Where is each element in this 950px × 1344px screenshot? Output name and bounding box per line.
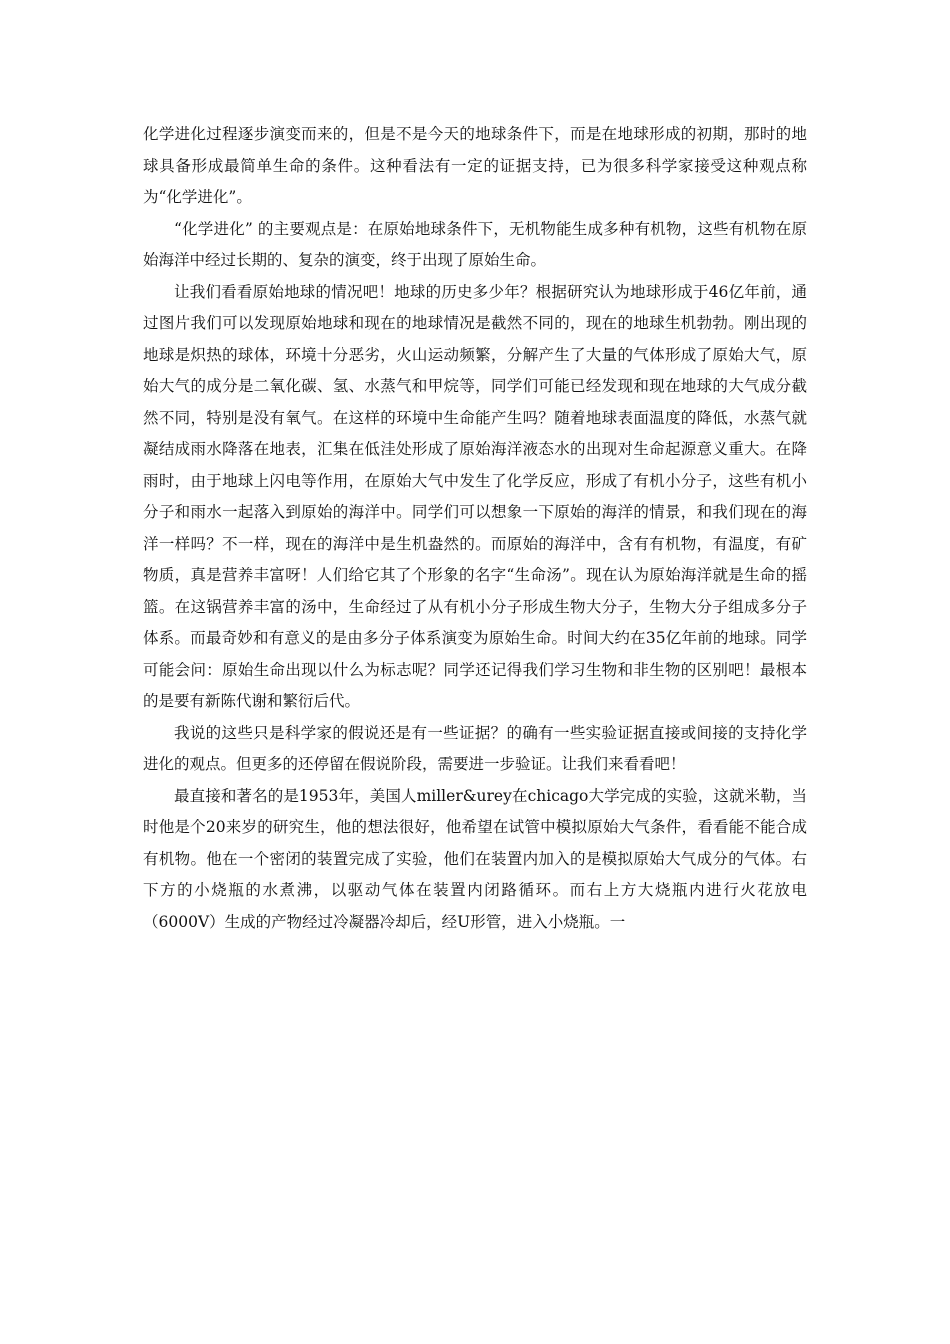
- paragraph-primitive-earth: 让我们看看原始地球的情况吧！地球的历史多少年？根据研究认为地球形成于46亿年前，通过图片我们可以发现原始地球和现在的地球情况是截然不同的，现在的地球生机勃勃。刚出现的地球是炽热的球体，环境十分恶劣，火山运动频繁，分解产生了大量的气体形成了原始大气，原始大气的成分是二氧化碳、氢、水蒸气和甲烷等，同学们可能已经发现和现在地球的大气成分截然不同，特别是没有氧气。在这样的环境中生命能产生吗？随着地球表面温度的降低，水蒸气就凝结成雨水降落在地表，汇集在低洼处形成了原始海洋液态水的出现对生命起源意义重大。在降雨时，由于地球上闪电等作用，在原始大气中发生了化学反应，形成了有机小分子，这些有机小分子和雨水一起落入到原始的海洋中。同学们可以想象一下原始的海洋的情景，和我们现在的海洋一样吗？不一样，现在的海洋中是生机盎然的。而原始的海洋中，含有有机物，有温度，有矿物质，真是营养丰富呀！人们给它其了个形象的名字“生命汤”。现在认为原始海洋就是生命的摇篮。在这锅营养丰富的汤中，生命经过了从有机小分子形成生物大分子，生物大分子组成多分子体系。而最奇妙和有意义的是由多分子体系演变为原始生命。时间大约在35亿年前的地球。同学可能会问：原始生命出现以什么为标志呢？同学还记得我们学习生物和非生物的区别吧！最根本的是要有新陈代谢和繁衍后代。: [143, 282, 807, 710]
- document-body: [143, 119, 807, 938]
- paragraph-hypothesis-evidence: 我说的这些只是科学家的假说还是有一些证据？的确有一些实验证据直接或间接的支持化学进化的观点。但更多的还停留在假说阶段，需要进一步验证。让我们来看看吧！: [143, 723, 807, 773]
- paragraph-miller-experiment: 最直接和著名的是1953年，美国人miller&urey在chicago大学完成的实验，这就米勒，当时他是个20来岁的研究生，他的想法很好，他希望在试管中模拟原始大气条件，看看能不能合成有机物。他在一个密闭的装置完成了实验，他们在装置内加入的是模拟原始大气成分的气体。右下方的小烧瓶的水煮沸，以驱动气体在装置内闭路循环。而右上方大烧瓶内进行火花放电（6000V）生成的产物经过冷凝器冷却后，经U形管，进入小烧瓶。一: [143, 786, 807, 931]
- paragraph-continuation: 化学进化过程逐步演变而来的，但是不是今天的地球条件下，而是在地球形成的初期，那时的地球具备形成最简单生命的条件。这种看法有一定的证据支持，已为很多科学家接受这种观点称为“化学进化”。: [143, 125, 807, 206]
- paragraph-chemical-evolution-view: “化学进化” 的主要观点是：在原始地球条件下，无机物能生成多种有机物，这些有机物在原始海洋中经过长期的、复杂的演变，终于出现了原始生命。: [143, 219, 807, 269]
